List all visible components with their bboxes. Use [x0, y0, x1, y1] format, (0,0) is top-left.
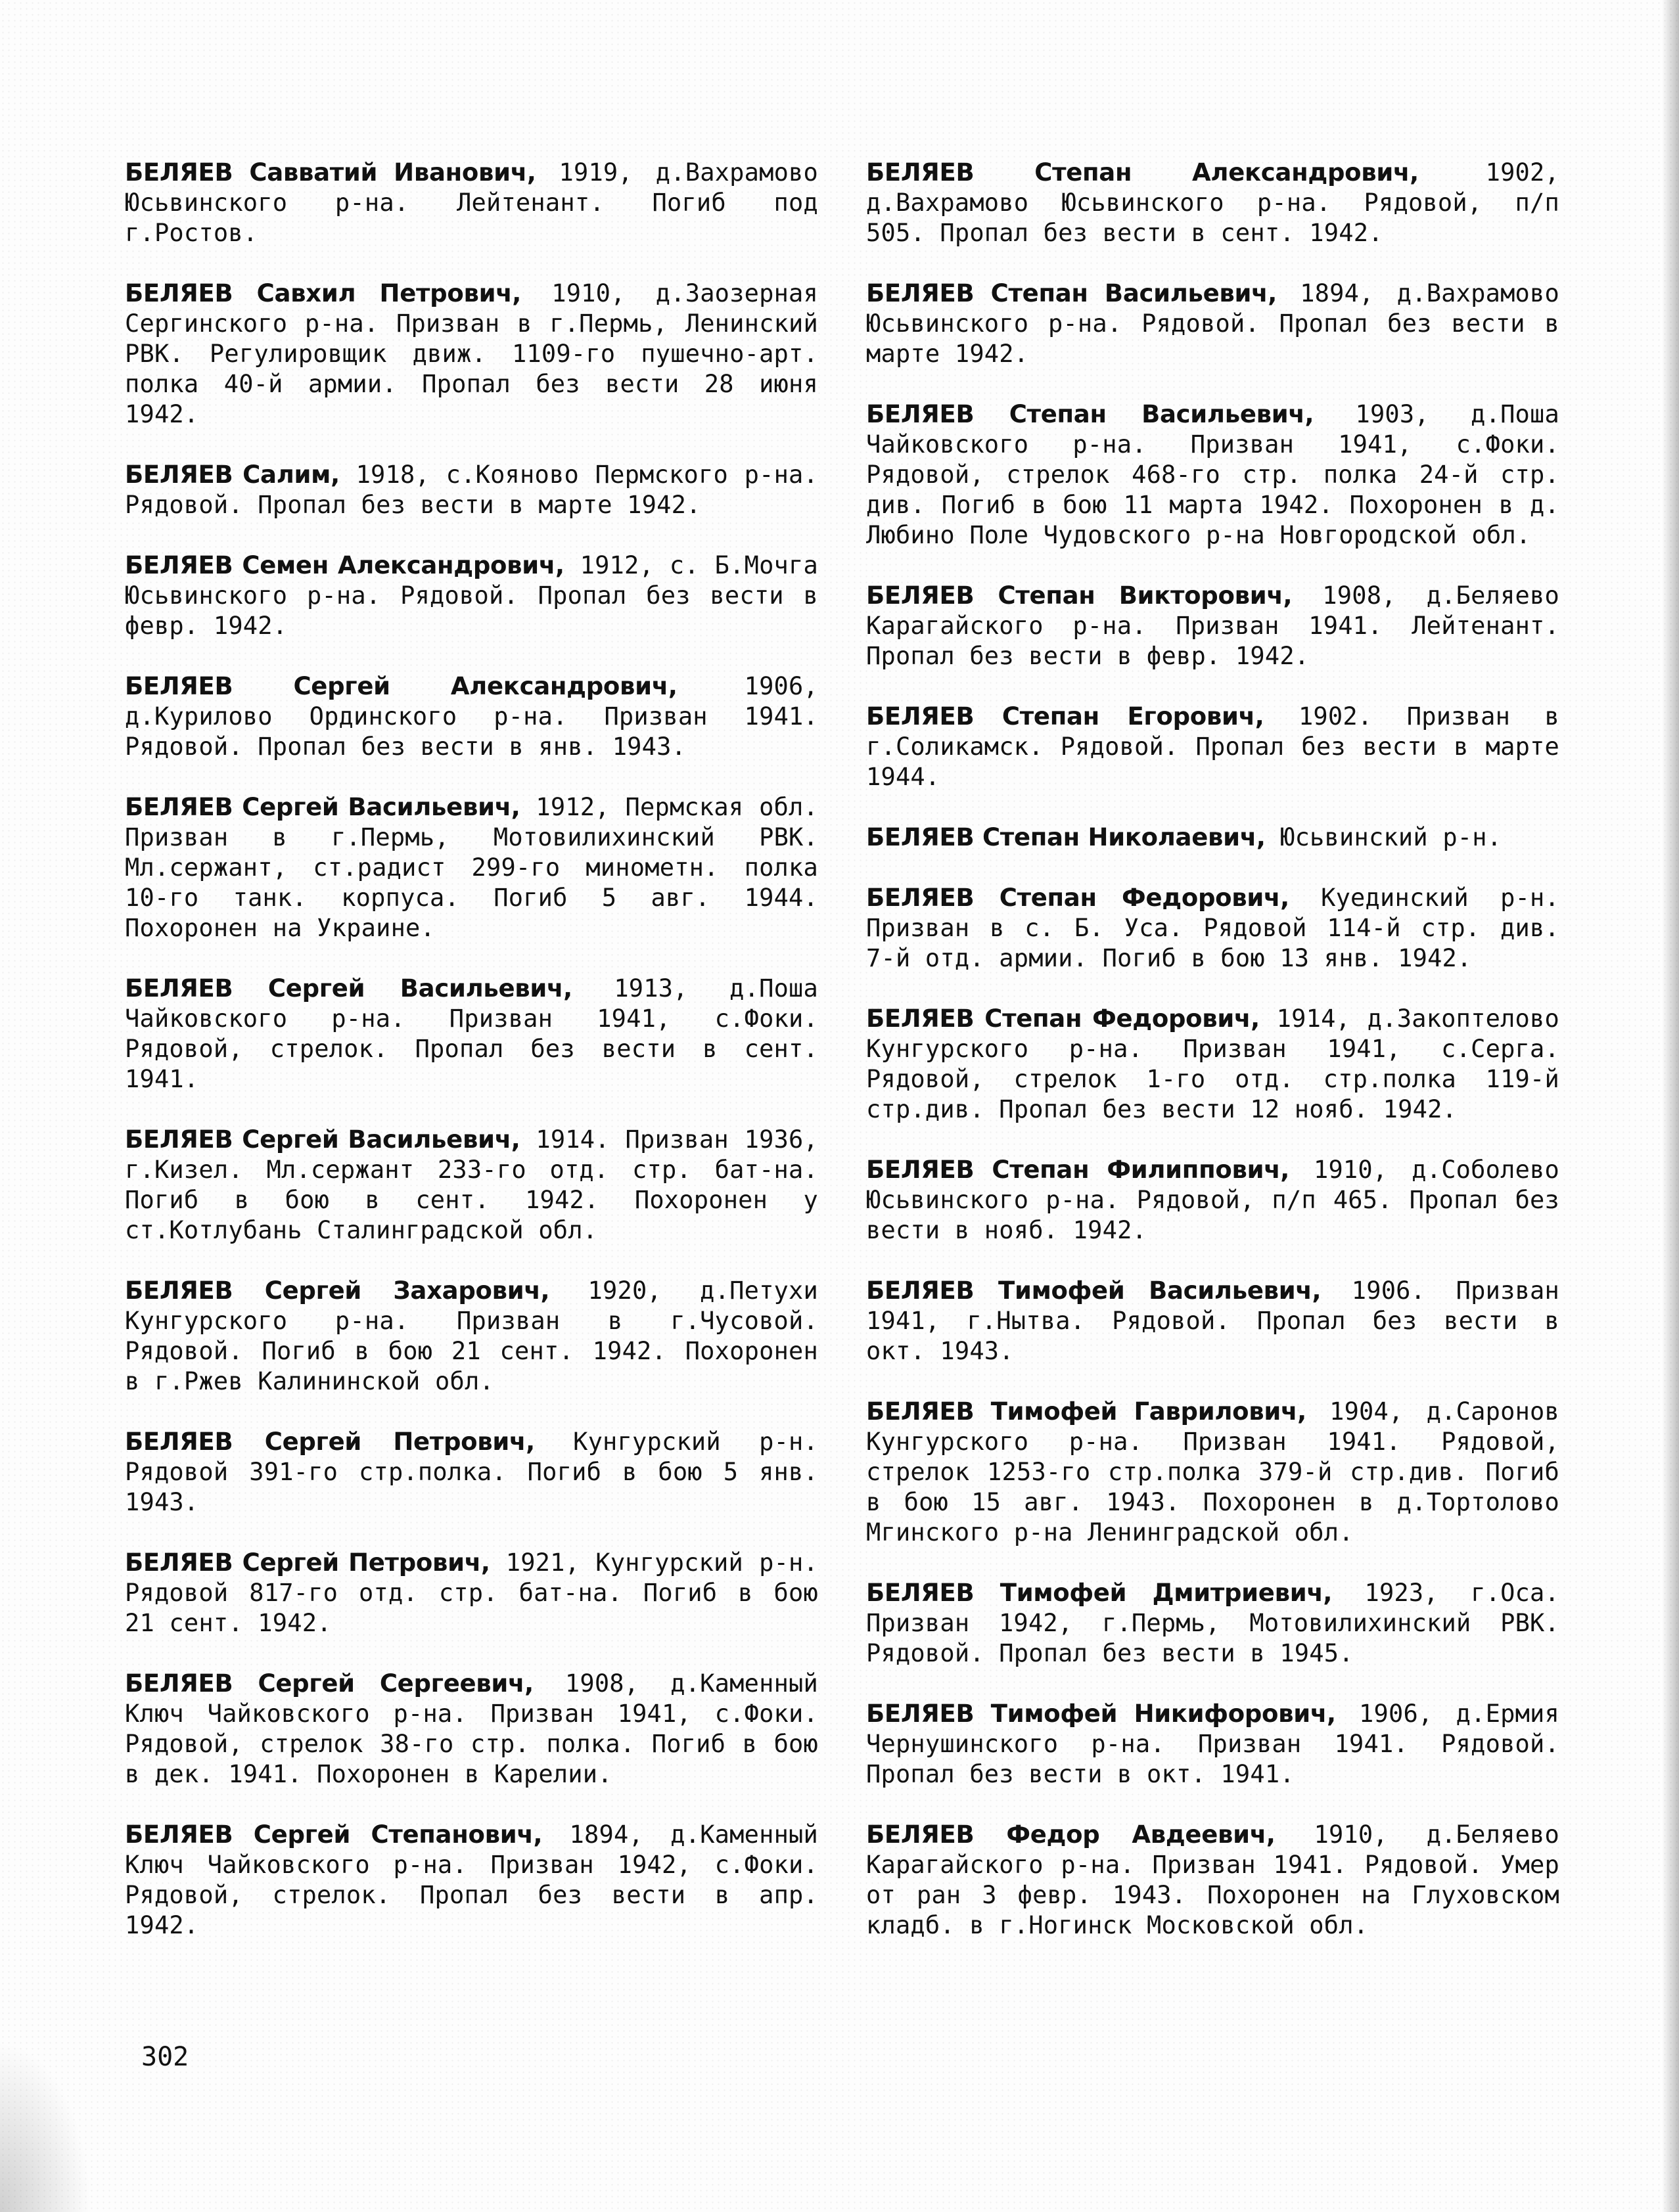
- entry: [866, 1155, 1559, 1246]
- left-column: [125, 158, 818, 1971]
- entry: [866, 1397, 1559, 1548]
- entry-name: БЕЛЯЕВ Тимофей Гаврилович,: [866, 1397, 1306, 1426]
- entry: [125, 792, 818, 943]
- entry-text: 1919, д.Вахрамово Юсьвинского р-на. Лейтенант. Погиб под г.Ростов.: [125, 158, 819, 247]
- entry-name: БЕЛЯЕВ Тимофей Никифорович,: [866, 1700, 1336, 1728]
- entry-text: Куединский р-н. Призван в с. Б. Уса. Рядовой 114-й стр. див. 7-й отд. армии. Погиб в бою 13 янв. 1942.: [866, 884, 1559, 972]
- entry: [125, 1669, 818, 1790]
- entry-name: БЕЛЯЕВ Сергей Степанович,: [125, 1820, 543, 1849]
- entry-name: БЕЛЯЕВ Семен Александрович,: [125, 551, 564, 579]
- entry: [125, 1427, 818, 1518]
- entry-name: БЕЛЯЕВ Федор Авдеевич,: [866, 1820, 1276, 1849]
- entry-name: БЕЛЯЕВ Степан Васильевич,: [866, 400, 1314, 428]
- entry: [866, 1004, 1559, 1125]
- entry-text: 1918, с.Кояново Пермского р-на. Рядовой. Пропал без вести в марте 1942.: [125, 461, 818, 519]
- entry-name: БЕЛЯЕВ Степан Филиппович,: [866, 1156, 1290, 1184]
- page-number: 302: [141, 2042, 189, 2072]
- entry-text: 1910, д.Беляево Карагайского р-на. Призван 1941. Рядовой. Умер от ран 3 февр. 1943. Похоронен на Глуховском кладб. в г.Ногинск Московской обл.: [866, 1820, 1560, 1939]
- entry-text: 1904, д.Саронов Кунгурского р-на. Призван 1941. Рядовой, стрелок 1253-го стр.полка 379-й стр.див. Погиб в бою 15 авг. 1943. Похоронен в д.Тортолово Мгинского р-на Ленинградской обл.: [866, 1397, 1559, 1546]
- entry-text: 1894, д.Каменный Ключ Чайковского р-на. Призван 1942, с.Фоки. Рядовой, стрелок. Пропал без вести в апр. 1942.: [125, 1820, 819, 1939]
- entry-text: 1914. Призван 1936, г.Кизел. Мл.сержант 233-го отд. стр. бат-на. Погиб в бою в сент. 1942. Похоронен у ст.Котлубань Сталинградской обл.: [125, 1125, 819, 1244]
- entry-name: БЕЛЯЕВ Степан Федорович,: [866, 884, 1289, 912]
- entry: [866, 279, 1559, 369]
- entry: [866, 823, 1559, 853]
- entry: [125, 551, 818, 641]
- entry-text: 1913, д.Поша Чайковского р-на. Призван 1941, с.Фоки. Рядовой, стрелок. Пропал без вести в сент. 1941.: [125, 974, 819, 1093]
- entry-name: БЕЛЯЕВ Сергей Сергеевич,: [125, 1669, 534, 1698]
- entry: [125, 279, 818, 430]
- entry: [866, 702, 1559, 792]
- entry-name: БЕЛЯЕВ Тимофей Дмитриевич,: [866, 1579, 1333, 1607]
- entry: [125, 1820, 818, 1941]
- page-corner-shadow: [0, 2041, 92, 2212]
- entry: [866, 158, 1559, 248]
- entry-text: 1902. Призван в г.Соликамск. Рядовой. Пропал без вести в марте 1944.: [866, 702, 1560, 791]
- entry-text: 1903, д.Поша Чайковского р-на. Призван 1941, с.Фоки. Рядовой, стрелок 468-го стр. полка 24-й стр. див. Погиб в бою 11 марта 1942. Похоронен в д. Любино Поле Чудовского р-на Новгородской обл.: [866, 400, 1559, 549]
- entry-name: БЕЛЯЕВ Сергей Захарович,: [125, 1276, 550, 1305]
- page-edge-shadow: [1662, 0, 1679, 2212]
- entry-text: 1912, Пермская обл. Призван в г.Пермь, Мотовилихинский РВК. Мл.сержант, ст.радист 299-го минометн. полка 10-го танк. корпуса. Погиб 5 авг. 1944. Похоронен на Украине.: [125, 793, 819, 942]
- entry-text: 1906, д.Ермия Чернушинского р-на. Призван 1941. Рядовой. Пропал без вести в окт. 1941.: [866, 1700, 1560, 1788]
- entry-text: 1908, д.Беляево Карагайского р-на. Призван 1941. Лейтенант. Пропал без вести в февр. 1942.: [866, 581, 1559, 670]
- entry-text: 1894, д.Вахрамово Юсьвинского р-на. Рядовой. Пропал без вести в марте 1942.: [866, 279, 1559, 368]
- entry-text: Юсьвинский р-н.: [1280, 823, 1502, 851]
- entry-name: БЕЛЯЕВ Сергей Александрович,: [125, 672, 678, 700]
- entry: [125, 460, 818, 520]
- entry-name: БЕЛЯЕВ Степан Егорович,: [866, 702, 1264, 731]
- entry-text: 1910, д.Соболево Юсьвинского р-на. Рядовой, п/п 465. Пропал без вести в нояб. 1942.: [866, 1156, 1560, 1244]
- entry-name: БЕЛЯЕВ Тимофей Васильевич,: [866, 1276, 1322, 1305]
- entry-text: 1908, д.Каменный Ключ Чайковского р-на. Призван 1941, с.Фоки. Рядовой, стрелок 38-го стр. полка. Погиб в бою в дек. 1941. Похоронен в Карелии.: [125, 1669, 818, 1788]
- entry: [125, 1125, 818, 1246]
- entry-name: БЕЛЯЕВ Сергей Петрович,: [125, 1548, 490, 1577]
- right-column: [866, 158, 1559, 1971]
- entry: [866, 1820, 1559, 1941]
- entry-text: 1902, д.Вахрамово Юсьвинского р-на. Рядовой, п/п 505. Пропал без вести в сент. 1942.: [866, 158, 1559, 247]
- entry-text: 1906. Призван 1941, г.Нытва. Рядовой. Пропал без вести в окт. 1943.: [866, 1276, 1559, 1365]
- entry-name: БЕЛЯЕВ Савватий Иванович,: [125, 158, 536, 187]
- entry: [125, 1276, 818, 1397]
- entry: [125, 158, 818, 248]
- entry-name: БЕЛЯЕВ Сергей Васильевич,: [125, 1125, 520, 1154]
- entry-name: БЕЛЯЕВ Сергей Петрович,: [125, 1428, 535, 1456]
- entry: [866, 581, 1559, 671]
- entry-text: 1923, г.Оса. Призван 1942, г.Пермь, Мотовилихинский РВК. Рядовой. Пропал без вести в 1945.: [866, 1579, 1559, 1667]
- entry: [125, 974, 818, 1095]
- entry-text: Кунгурский р-н. Рядовой 391-го стр.полка. Погиб в бою 5 янв. 1943.: [125, 1428, 819, 1516]
- entry-name: БЕЛЯЕВ Степан Николаевич,: [866, 823, 1266, 851]
- entry-name: БЕЛЯЕВ Сергей Васильевич,: [125, 793, 520, 821]
- entry-text: 1912, с. Б.Мочга Юсьвинского р-на. Рядовой. Пропал без вести в февр. 1942.: [125, 551, 818, 640]
- entry: [866, 883, 1559, 974]
- entry: [125, 1548, 818, 1638]
- entry-text: 1906, д.Курилово Ординского р-на. Призван 1941. Рядовой. Пропал без вести в янв. 1943.: [125, 672, 818, 761]
- entry-name: БЕЛЯЕВ Салим,: [125, 461, 340, 489]
- entry-name: БЕЛЯЕВ Савхил Петрович,: [125, 279, 522, 307]
- entry-name: БЕЛЯЕВ Степан Васильевич,: [866, 279, 1277, 307]
- entry-name: БЕЛЯЕВ Степан Викторович,: [866, 581, 1293, 610]
- entry-text: 1920, д.Петухи Кунгурского р-на. Призван в г.Чусовой. Рядовой. Погиб в бою 21 сент. 1942. Похоронен в г.Ржев Калининской обл.: [125, 1276, 818, 1395]
- entry: [125, 671, 818, 762]
- entry-text: 1914, д.Закоптелово Кунгурского р-на. Призван 1941, с.Серга. Рядовой, стрелок 1-го отд. стр.полка 119-й стр.див. Пропал без вести 12 нояб. 1942.: [866, 1004, 1559, 1123]
- entry-name: БЕЛЯЕВ Сергей Васильевич,: [125, 974, 572, 1003]
- entry: [866, 1578, 1559, 1669]
- entry-text: 1910, д.Заозерная Сергинского р-на. Призван в г.Пермь, Ленинский РВК. Регулировщик движ. 1109-го пушечно-арт. полка 40-й армии. Пропал без вести 28 июня 1942.: [125, 279, 818, 428]
- entry: [866, 399, 1559, 551]
- entry-name: БЕЛЯЕВ Степан Александрович,: [866, 158, 1419, 187]
- entry: [866, 1699, 1559, 1790]
- entry-name: БЕЛЯЕВ Степан Федорович,: [866, 1004, 1260, 1033]
- entry-text: 1921, Кунгурский р-н. Рядовой 817-го отд. стр. бат-на. Погиб в бою 21 сент. 1942.: [125, 1548, 819, 1637]
- entry: [866, 1276, 1559, 1366]
